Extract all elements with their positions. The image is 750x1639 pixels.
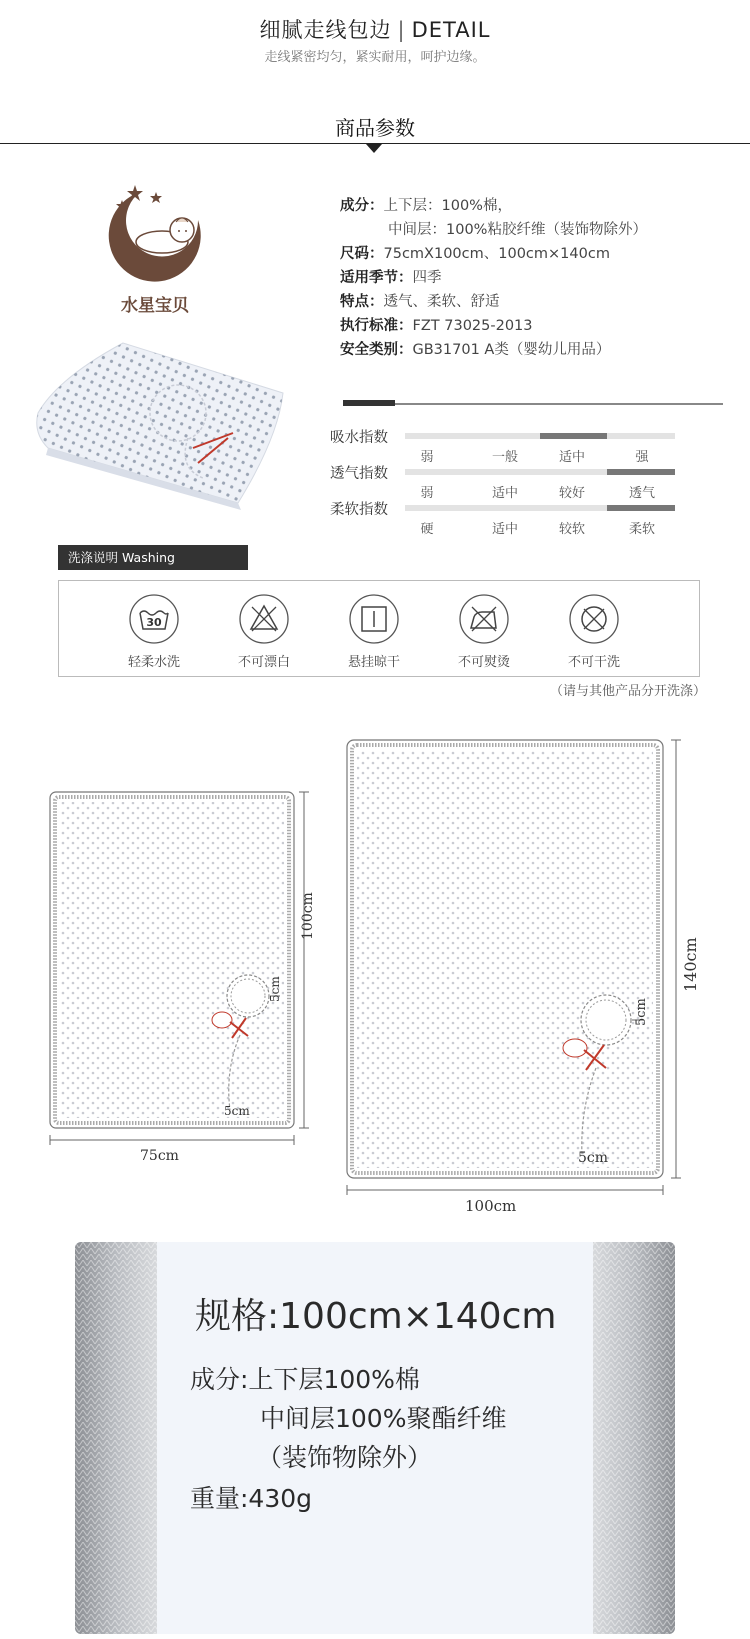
absorb-level-4: 强 xyxy=(635,450,649,465)
composition-label: 成分： xyxy=(340,198,384,214)
breath-level-3: 较好 xyxy=(558,486,585,501)
size-diagrams xyxy=(0,730,750,1215)
wash-item xyxy=(99,593,209,670)
wash-item xyxy=(429,593,539,670)
breath-level-2: 适中 xyxy=(491,486,518,501)
moon-baby-icon xyxy=(100,180,210,285)
small-width-label: 75cm xyxy=(140,1148,179,1164)
composition-value-2: 中间层：100%粘胶纤维（装饰物除外） xyxy=(388,222,647,238)
wash-item xyxy=(539,593,649,670)
wash-caption: 轻柔水洗 xyxy=(127,655,180,670)
soft-index-label: 柔软指数 xyxy=(330,502,388,518)
detail-heading-en: DETAIL xyxy=(411,18,491,42)
absorb-index-fill xyxy=(540,433,607,439)
spec-divider-accent xyxy=(343,400,395,406)
season-label: 适用季节： xyxy=(340,270,413,286)
large-width-label: 100cm xyxy=(465,1197,517,1215)
large-blanket-diagram xyxy=(347,740,681,1195)
absorb-level-1: 弱 xyxy=(420,450,434,465)
standard-label: 执行标准： xyxy=(340,318,413,334)
small-height-label: 100cm xyxy=(300,892,316,940)
label-weight: 重量:430g xyxy=(190,1484,313,1513)
composition-value-1: 上下层：100%棉， xyxy=(383,198,512,214)
no-tumble-dry-icon xyxy=(568,593,620,645)
hang-dry-icon xyxy=(348,593,400,645)
large-hem-label: 5cm xyxy=(578,1150,609,1166)
soft-index-fill xyxy=(607,505,675,511)
no-iron-icon xyxy=(458,593,510,645)
label-composition-2: 中间层100%聚酯纤维 xyxy=(260,1404,507,1433)
detail-subtitle: 走线紧密均匀，紧实耐用，呵护边缘。 xyxy=(264,50,486,65)
wash-caption: 不可熨烫 xyxy=(457,655,510,670)
absorb-level-3: 适中 xyxy=(558,450,585,465)
soft-level-4: 柔软 xyxy=(628,522,655,537)
section-arrow-icon xyxy=(366,144,382,153)
soft-index-track xyxy=(405,505,675,511)
wash-temp-text: 30 xyxy=(146,616,162,629)
breath-level-4: 透气 xyxy=(628,486,655,501)
small-border-label: 5cm xyxy=(268,976,282,1002)
wash-item xyxy=(209,593,319,670)
small-hem-label: 5cm xyxy=(224,1104,250,1118)
washing-box xyxy=(58,580,700,677)
season-value: 四季 xyxy=(412,270,442,286)
absorb-index-label: 吸水指数 xyxy=(330,430,388,446)
standard-value: FZT 73025-2013 xyxy=(412,318,533,334)
size-value: 75cmX100cm、100cm×140cm xyxy=(383,246,610,262)
spec-divider xyxy=(343,403,723,405)
no-bleach-icon xyxy=(238,593,290,645)
feature-value: 透气、柔软、舒适 xyxy=(383,294,500,310)
heading-separator: | xyxy=(397,18,406,42)
breath-level-1: 弱 xyxy=(420,486,434,501)
feature-label: 特点： xyxy=(340,294,384,310)
wash-30-icon xyxy=(128,593,180,645)
folded-blanket-image xyxy=(28,318,288,518)
small-blanket-diagram xyxy=(50,792,309,1145)
wash-item xyxy=(319,593,429,670)
absorb-index-track xyxy=(405,433,675,439)
large-border-label: 5cm xyxy=(634,998,649,1026)
detail-heading-cn: 细腻走线包边 xyxy=(259,18,392,42)
detail-heading xyxy=(0,14,750,44)
size-label: 尺码： xyxy=(340,246,384,262)
large-height-label: 140cm xyxy=(681,937,700,992)
spec-list xyxy=(340,194,647,362)
soft-level-3: 较软 xyxy=(558,522,585,537)
wash-caption: 不可干洗 xyxy=(567,655,620,670)
section-title: 商品参数 xyxy=(335,116,415,140)
brand-logo xyxy=(100,180,210,316)
wash-caption: 不可漂白 xyxy=(237,655,290,670)
brand-name: 水星宝贝 xyxy=(121,296,189,316)
washing-tag: 洗涤说明 Washing Instructions xyxy=(58,545,248,570)
fabric-label-photo xyxy=(75,1242,675,1634)
soft-level-1: 硬 xyxy=(420,522,434,537)
soft-level-2: 适中 xyxy=(491,522,518,537)
label-composition-3: （装饰物除外） xyxy=(257,1443,433,1472)
label-composition-1: 成分:上下层100%棉 xyxy=(190,1365,420,1394)
breath-index-label: 透气指数 xyxy=(330,466,388,482)
absorb-level-2: 一般 xyxy=(491,450,518,465)
safety-value: GB31701 A类（婴幼儿用品） xyxy=(412,342,611,358)
breath-index-fill xyxy=(607,469,675,475)
safety-label: 安全类别： xyxy=(340,342,413,358)
washing-note: （请与其他产品分开洗涤） xyxy=(549,684,706,699)
breath-index-track xyxy=(405,469,675,475)
label-spec-text: 规格:100cm×140cm xyxy=(195,1296,557,1337)
wash-caption: 悬挂晾干 xyxy=(347,655,400,670)
